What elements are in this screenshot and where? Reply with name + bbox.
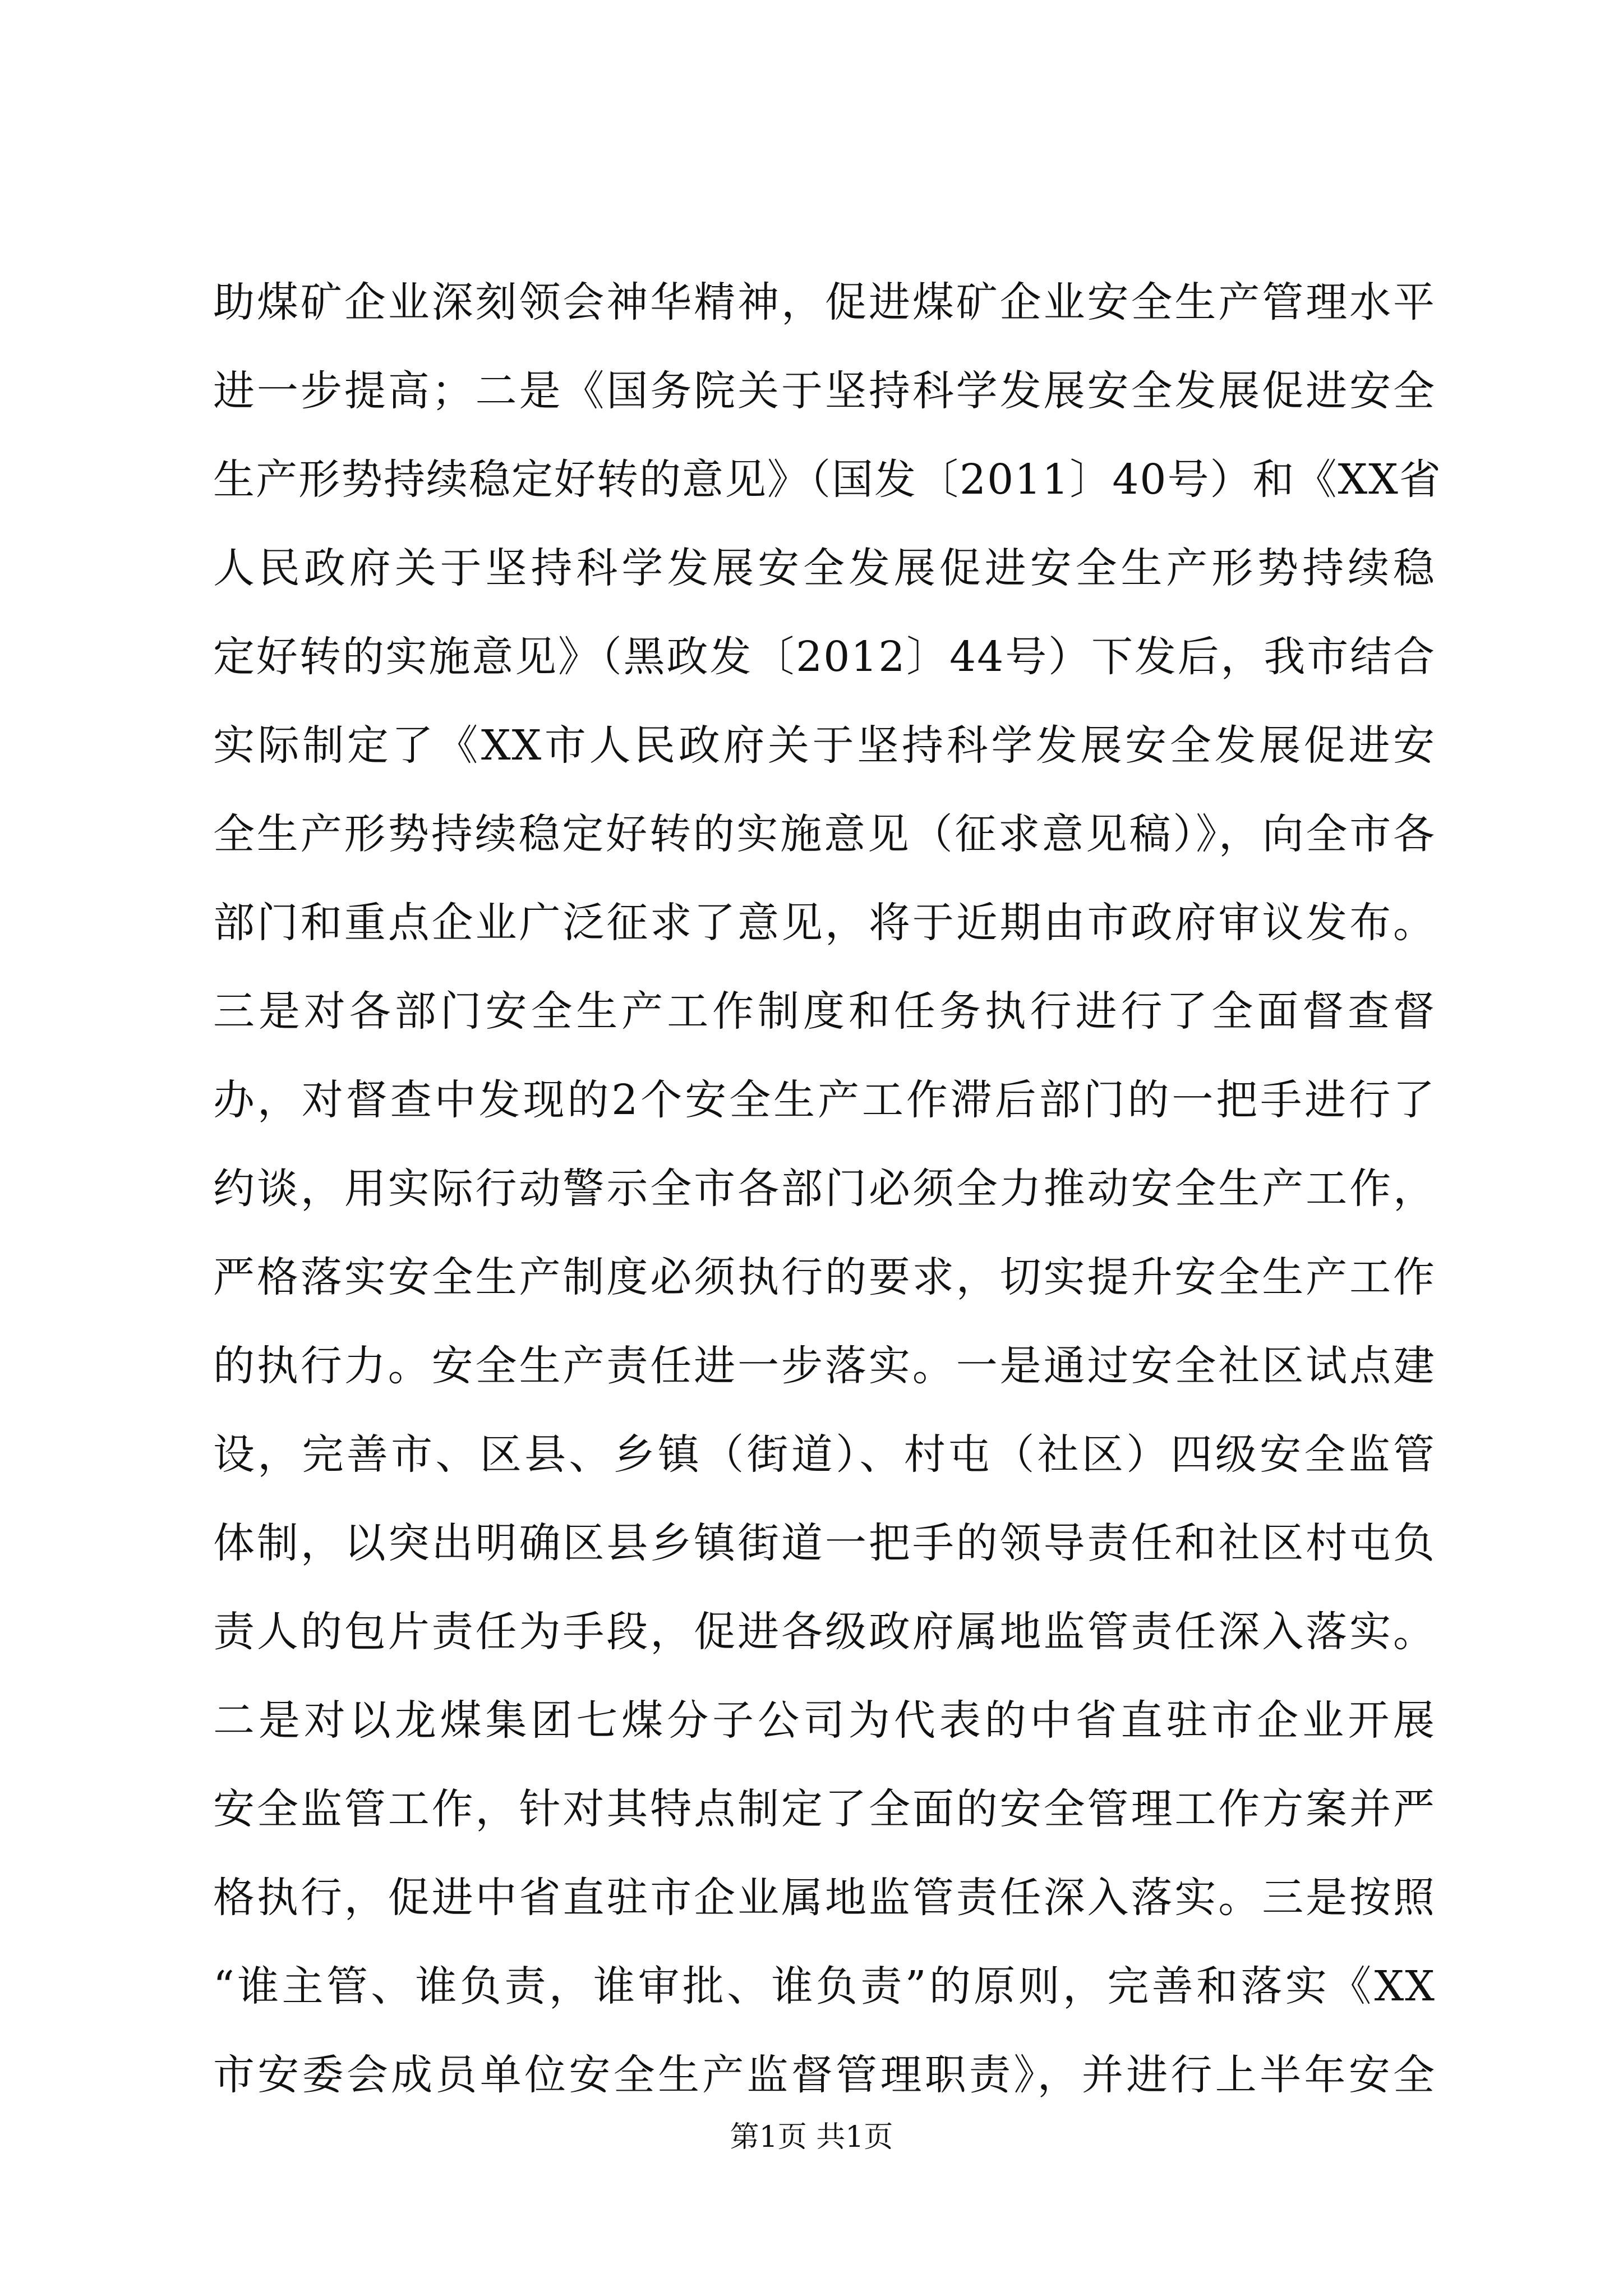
text-line: 的执行力。安全生产责任进一步落实。一是通过安全社区试点建: [213, 1342, 1436, 1390]
text-line: 定好转的实施意见》（黑政发〔2012〕44号）下发后，我市结合: [213, 633, 1436, 681]
text-line: 设，完善市、区县、乡镇（街道）、村屯（社区）四级安全监管: [213, 1430, 1436, 1479]
text-line: 实际制定了《XX市人民政府关于坚持科学发展安全发展促进安: [213, 721, 1436, 770]
text-line: 二是对以龙煤集团七煤分子公司为代表的中省直驻市企业开展: [213, 1696, 1436, 1745]
text-line: 办，对督查中发现的2个安全生产工作滞后部门的一把手进行了: [213, 1076, 1436, 1124]
text-line: 进一步提高；二是《国务院关于坚持科学发展安全发展促进安全: [213, 367, 1436, 415]
text-line: 部门和重点企业广泛征求了意见，将于近期由市政府审议发布。: [213, 899, 1436, 947]
text-line: 全生产形势持续稳定好转的实施意见（征求意见稿）》，向全市各: [213, 810, 1436, 858]
text-line: 市安委会成员单位安全生产监督管理职责》，并进行上半年安全: [213, 2051, 1436, 2099]
text-line: 格执行，促进中省直驻市企业属地监管责任深入落实。三是按照: [213, 1874, 1436, 1922]
text-line: 人民政府关于坚持科学发展安全发展促进安全生产形势持续稳: [213, 544, 1436, 592]
text-line: “谁主管、谁负责，谁审批、谁负责”的原则，完善和落实《XX: [213, 1962, 1436, 2010]
text-line: 三是对各部门安全生产工作制度和任务执行进行了全面督查督: [213, 987, 1436, 1036]
page-number-footer: 第1页 共1页: [730, 2120, 893, 2154]
text-line: 生产形势持续稳定好转的意见》（国发〔2011〕40号）和《XX省: [213, 455, 1442, 504]
text-line: 责人的包片责任为手段，促进各级政府属地监管责任深入落实。: [213, 1608, 1436, 1656]
text-line: 安全监管工作，针对其特点制定了全面的安全管理工作方案并严: [213, 1785, 1436, 1833]
body-text: [213, 258, 1442, 2119]
text-line: 约谈，用实际行动警示全市各部门必须全力推动安全生产工作，: [213, 1165, 1436, 1213]
text-line: 严格落实安全生产制度必须执行的要求，切实提升安全生产工作: [213, 1253, 1436, 1301]
text-line: 体制，以突出明确区县乡镇街道一把手的领导责任和社区村屯负: [213, 1519, 1436, 1567]
text-line: 助煤矿企业深刻领会神华精神，促进煤矿企业安全生产管理水平: [213, 278, 1436, 326]
